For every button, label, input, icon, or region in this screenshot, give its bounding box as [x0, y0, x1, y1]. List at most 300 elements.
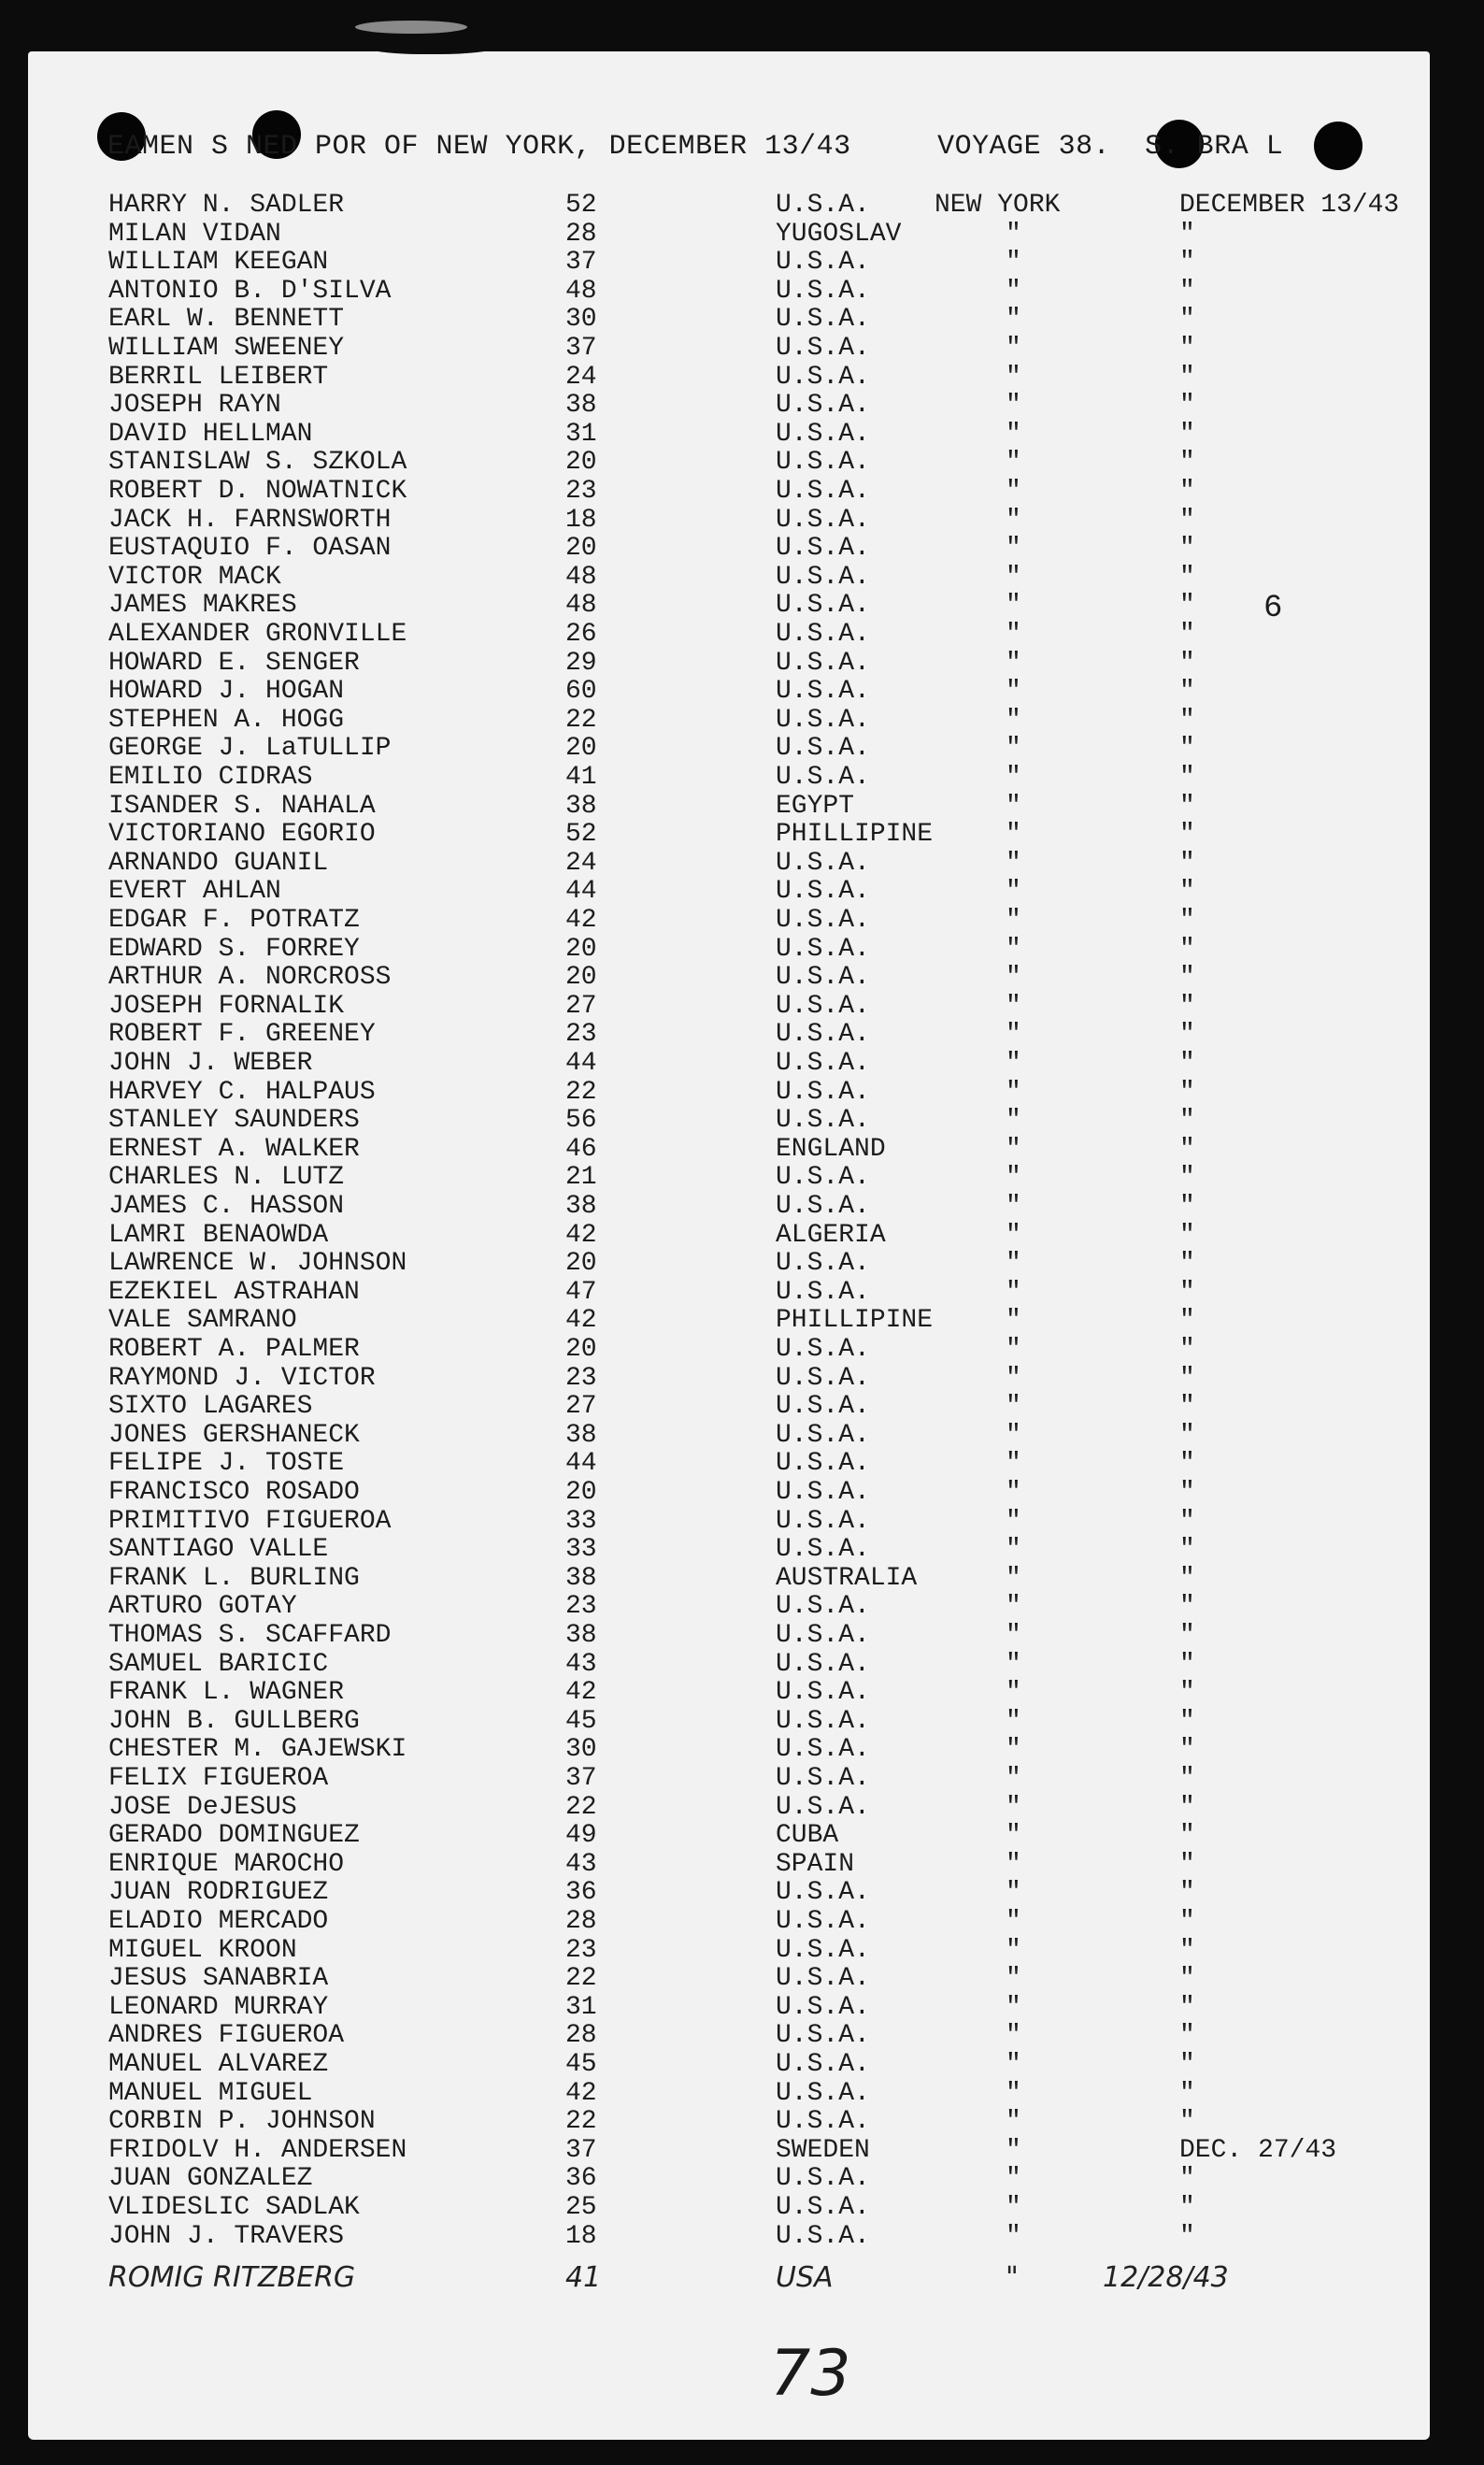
crew-port: ": [1006, 1907, 1021, 1936]
crew-age: 43: [565, 1649, 597, 1679]
crew-age: 20: [565, 1249, 597, 1279]
crew-age: 45: [565, 1706, 597, 1736]
crew-port: ": [1006, 877, 1021, 907]
crew-nationality: U.S.A.: [776, 1706, 870, 1736]
crew-name: WILLIAM SWEENEY: [108, 334, 345, 363]
crew-nationality: U.S.A.: [776, 2221, 870, 2251]
crew-name: THOMAS S. SCAFFARD: [108, 1621, 392, 1650]
crew-date: ": [1179, 1592, 1195, 1622]
crew-age: 36: [565, 1878, 597, 1908]
crew-age: 20: [565, 534, 597, 564]
crew-date: ": [1179, 448, 1195, 478]
crew-nationality: U.S.A.: [776, 477, 870, 506]
crew-name: JOSEPH FORNALIK: [108, 991, 345, 1021]
crew-nationality: U.S.A.: [776, 848, 870, 878]
crew-port: ": [1006, 1220, 1021, 1250]
crew-age: 20: [565, 734, 597, 764]
crew-date: ": [1179, 1277, 1195, 1307]
handwritten-nationality: USA: [776, 2261, 834, 2295]
crew-nationality: U.S.A.: [776, 1449, 870, 1479]
crew-name: JAMES MAKRES: [108, 591, 297, 621]
crew-date: ": [1179, 1907, 1195, 1936]
crew-name: FRANK L. WAGNER: [108, 1678, 345, 1708]
crew-nationality: U.S.A.: [776, 334, 870, 363]
crew-port: ": [1006, 934, 1021, 964]
crew-port: ": [1006, 305, 1021, 335]
crew-nationality: U.S.A.: [776, 734, 870, 764]
crew-nationality: U.S.A.: [776, 305, 870, 335]
crew-name: FRANCISCO ROSADO: [108, 1478, 360, 1507]
crew-port: ": [1006, 1849, 1021, 1879]
crew-date: ": [1179, 1535, 1195, 1565]
crew-name: ANTONIO B. D'SILVA: [108, 276, 392, 306]
crew-name: JOHN J. TRAVERS: [108, 2221, 345, 2251]
crew-name: JACK H. FARNSWORTH: [108, 505, 392, 535]
crew-nationality: U.S.A.: [776, 562, 870, 592]
crew-date: ": [1179, 791, 1195, 821]
crew-age: 42: [565, 1678, 597, 1708]
crew-date: ": [1179, 2107, 1195, 2137]
crew-name: JOSE DeJESUS: [108, 1792, 297, 1822]
crew-date: ": [1179, 1621, 1195, 1650]
crew-port: ": [1006, 1077, 1021, 1107]
crew-date: ": [1179, 1478, 1195, 1507]
crew-nationality: YUGOSLAV: [776, 219, 902, 249]
crew-nationality: U.S.A.: [776, 1392, 870, 1422]
crew-name: JONES GERSHANECK: [108, 1420, 360, 1450]
crew-port: ": [1006, 1535, 1021, 1565]
crew-nationality: U.S.A.: [776, 1077, 870, 1107]
crew-date: ": [1179, 1735, 1195, 1765]
crew-age: 20: [565, 934, 597, 964]
crew-date: ": [1179, 1220, 1195, 1250]
crew-port: ": [1006, 591, 1021, 621]
crew-port: ": [1006, 1277, 1021, 1307]
crew-age: 37: [565, 2135, 597, 2165]
crew-name: STANISLAW S. SZKOLA: [108, 448, 407, 478]
crew-age: 25: [565, 2193, 597, 2222]
crew-port: ": [1006, 705, 1021, 735]
crew-age: 33: [565, 1506, 597, 1536]
punch-hole-right-b: [1314, 122, 1363, 170]
crew-age: 45: [565, 2050, 597, 2079]
crew-nationality: U.S.A.: [776, 877, 870, 907]
handwritten-port: ": [1006, 2261, 1019, 2295]
crew-name: VALE SAMRANO: [108, 1306, 297, 1336]
crew-age: 42: [565, 906, 597, 935]
crew-nationality: U.S.A.: [776, 1935, 870, 1965]
crew-nationality: U.S.A.: [776, 2164, 870, 2194]
crew-name: ARTHUR A. NORCROSS: [108, 963, 392, 993]
crew-name: BERRIL LEIBERT: [108, 362, 329, 392]
crew-age: 37: [565, 334, 597, 363]
crew-port: ": [1006, 562, 1021, 592]
crew-nationality: U.S.A.: [776, 391, 870, 421]
crew-age: 56: [565, 1106, 597, 1136]
crew-port: ": [1006, 1106, 1021, 1136]
crew-date: ": [1179, 1449, 1195, 1479]
crew-age: 23: [565, 1935, 597, 1965]
crew-name: FRIDOLV H. ANDERSEN: [108, 2135, 407, 2165]
crew-nationality: U.S.A.: [776, 1535, 870, 1565]
crew-nationality: U.S.A.: [776, 705, 870, 735]
crew-age: 23: [565, 1363, 597, 1393]
crew-age: 38: [565, 791, 597, 821]
crew-port: ": [1006, 1392, 1021, 1422]
crew-name: ROBERT A. PALMER: [108, 1335, 360, 1364]
crew-nationality: U.S.A.: [776, 191, 870, 220]
handwritten-date: 12/28/43: [1103, 2261, 1229, 2295]
crew-nationality: U.S.A.: [776, 620, 870, 649]
crew-nationality: U.S.A.: [776, 1420, 870, 1450]
crew-port: ": [1006, 1964, 1021, 1994]
crew-name: JOSEPH RAYN: [108, 391, 281, 421]
crew-age: 18: [565, 2221, 597, 2251]
crew-date: ": [1179, 620, 1195, 649]
crew-port: ": [1006, 1449, 1021, 1479]
crew-nationality: U.S.A.: [776, 1106, 870, 1136]
crew-name: FRANK L. BURLING: [108, 1563, 360, 1593]
crew-age: 37: [565, 248, 597, 278]
crew-nationality: PHILLIPINE: [776, 1306, 934, 1336]
crew-age: 23: [565, 477, 597, 506]
crew-name: PRIMITIVO FIGUEROA: [108, 1506, 392, 1536]
crew-name: JUAN GONZALEZ: [108, 2164, 313, 2194]
crew-date: ": [1179, 219, 1195, 249]
crew-name: ROBERT D. NOWATNICK: [108, 477, 407, 506]
crew-port: ": [1006, 2078, 1021, 2108]
crew-age: 21: [565, 1163, 597, 1193]
crew-age: 48: [565, 591, 597, 621]
crew-name: CORBIN P. JOHNSON: [108, 2107, 376, 2137]
crew-name: MANUEL MIGUEL: [108, 2078, 313, 2108]
crew-nationality: ALGERIA: [776, 1220, 886, 1250]
crew-age: 42: [565, 1306, 597, 1336]
crew-age: 52: [565, 820, 597, 850]
crew-date: ": [1179, 677, 1195, 707]
crew-name: LAWRENCE W. JOHNSON: [108, 1249, 407, 1279]
crew-nationality: U.S.A.: [776, 276, 870, 306]
crew-name: ARNANDO GUANIL: [108, 848, 329, 878]
crew-port: ": [1006, 362, 1021, 392]
crew-age: 36: [565, 2164, 597, 2194]
crew-nationality: U.S.A.: [776, 1964, 870, 1994]
crew-age: 47: [565, 1277, 597, 1307]
crew-nationality: CUBA: [776, 1821, 839, 1851]
crew-name: GERADO DOMINGUEZ: [108, 1821, 360, 1851]
crew-age: 49: [565, 1821, 597, 1851]
crew-date: ": [1179, 334, 1195, 363]
crew-age: 38: [565, 1420, 597, 1450]
crew-date: ": [1179, 1106, 1195, 1136]
crew-date: ": [1179, 1163, 1195, 1193]
crew-date: ": [1179, 276, 1195, 306]
crew-age: 52: [565, 191, 597, 220]
crew-date: ": [1179, 1192, 1195, 1221]
crew-port: ": [1006, 2107, 1021, 2137]
crew-port: ": [1006, 1706, 1021, 1736]
crew-date: ": [1179, 591, 1195, 621]
crew-date: ": [1179, 1849, 1195, 1879]
crew-port: ": [1006, 763, 1021, 792]
crew-age: 24: [565, 848, 597, 878]
crew-port: ": [1006, 276, 1021, 306]
crew-port: ": [1006, 1621, 1021, 1650]
crew-age: 42: [565, 2078, 597, 2108]
crew-age: 33: [565, 1535, 597, 1565]
crew-age: 31: [565, 1992, 597, 2022]
crew-nationality: SWEDEN: [776, 2135, 870, 2165]
crew-age: 38: [565, 1621, 597, 1650]
crew-name: JUAN RODRIGUEZ: [108, 1878, 329, 1908]
crew-name: EDWARD S. FORREY: [108, 934, 360, 964]
crew-port: ": [1006, 2135, 1021, 2165]
crew-age: 27: [565, 991, 597, 1021]
crew-nationality: U.S.A.: [776, 1907, 870, 1936]
crew-port: ": [1006, 1935, 1021, 1965]
crew-port: ": [1006, 219, 1021, 249]
crew-port: ": [1006, 1649, 1021, 1679]
crew-date: ": [1179, 1134, 1195, 1164]
crew-age: 38: [565, 1563, 597, 1593]
crew-nationality: U.S.A.: [776, 1478, 870, 1507]
crew-name: FELIX FIGUEROA: [108, 1764, 329, 1793]
crew-name: VLIDESLIC SADLAK: [108, 2193, 360, 2222]
crew-nationality: U.S.A.: [776, 1506, 870, 1536]
crew-date: ": [1179, 1420, 1195, 1450]
crew-name: EARL W. BENNETT: [108, 305, 345, 335]
crew-name: EZEKIEL ASTRAHAN: [108, 1277, 360, 1307]
crew-date: ": [1179, 820, 1195, 850]
crew-age: 28: [565, 2021, 597, 2051]
crew-date: ": [1179, 1506, 1195, 1536]
handwritten-name: ROMIG RITZBERG: [108, 2261, 356, 2295]
crew-nationality: AUSTRALIA: [776, 1563, 918, 1593]
crew-age: 22: [565, 705, 597, 735]
crew-name: LEONARD MURRAY: [108, 1992, 329, 2022]
crew-nationality: U.S.A.: [776, 505, 870, 535]
crew-name: EMILIO CIDRAS: [108, 763, 313, 792]
crew-date: ": [1179, 763, 1195, 792]
crew-name: STANLEY SAUNDERS: [108, 1106, 360, 1136]
crew-nationality: U.S.A.: [776, 1020, 870, 1050]
crew-nationality: U.S.A.: [776, 1192, 870, 1221]
crew-nationality: U.S.A.: [776, 1992, 870, 2022]
crew-nationality: U.S.A.: [776, 1764, 870, 1793]
crew-port: ": [1006, 848, 1021, 878]
crew-port: ": [1006, 1335, 1021, 1364]
crew-date: ": [1179, 1077, 1195, 1107]
crew-port: ": [1006, 1592, 1021, 1622]
crew-date: ": [1179, 419, 1195, 449]
crew-port: ": [1006, 963, 1021, 993]
crew-age: 20: [565, 1335, 597, 1364]
crew-age: 23: [565, 1592, 597, 1622]
crew-name: GEORGE J. LaTULLIP: [108, 734, 392, 764]
crew-port: ": [1006, 791, 1021, 821]
crew-port: ": [1006, 1735, 1021, 1765]
crew-age: 30: [565, 1735, 597, 1765]
handwritten-age: 41: [565, 2261, 602, 2295]
crew-port: ": [1006, 1821, 1021, 1851]
crew-age: 46: [565, 1134, 597, 1164]
crew-date: ": [1179, 734, 1195, 764]
crew-name: SIXTO LAGARES: [108, 1392, 313, 1422]
crew-age: 43: [565, 1849, 597, 1879]
crew-age: 44: [565, 877, 597, 907]
crew-nationality: U.S.A.: [776, 1621, 870, 1650]
crew-nationality: U.S.A.: [776, 534, 870, 564]
crew-name: VICTOR MACK: [108, 562, 281, 592]
crew-port: ": [1006, 334, 1021, 363]
crew-name: JAMES C. HASSON: [108, 1192, 345, 1221]
crew-port: ": [1006, 419, 1021, 449]
crew-age: 44: [565, 1449, 597, 1479]
crew-date: ": [1179, 2193, 1195, 2222]
crew-date: ": [1179, 1335, 1195, 1364]
crew-nationality: U.S.A.: [776, 1049, 870, 1078]
crew-port: ": [1006, 1678, 1021, 1708]
crew-name: LAMRI BENAOWDA: [108, 1220, 329, 1250]
crew-age: 24: [565, 362, 597, 392]
crew-age: 48: [565, 562, 597, 592]
crew-age: 28: [565, 1907, 597, 1936]
crew-date: ": [1179, 391, 1195, 421]
crew-port: ": [1006, 991, 1021, 1021]
crew-nationality: U.S.A.: [776, 934, 870, 964]
crew-port: ": [1006, 2193, 1021, 2222]
crew-date: DEC. 27/43: [1179, 2135, 1337, 2165]
crew-name: DAVID HELLMAN: [108, 419, 313, 449]
crew-name: ISANDER S. NAHALA: [108, 791, 376, 821]
crew-name: ANDRES FIGUEROA: [108, 2021, 345, 2051]
crew-date: ": [1179, 1764, 1195, 1793]
crew-port: ": [1006, 734, 1021, 764]
crew-date: ": [1179, 1392, 1195, 1422]
crew-nationality: U.S.A.: [776, 1335, 870, 1364]
crew-date: ": [1179, 877, 1195, 907]
crew-port: ": [1006, 1020, 1021, 1050]
crew-name: ELADIO MERCADO: [108, 1907, 329, 1936]
crew-date: ": [1179, 906, 1195, 935]
crew-name: FELIPE J. TOSTE: [108, 1449, 345, 1479]
crew-name: HOWARD E. SENGER: [108, 648, 360, 678]
crew-nationality: U.S.A.: [776, 448, 870, 478]
crew-age: 20: [565, 1478, 597, 1507]
crew-nationality: U.S.A.: [776, 2078, 870, 2108]
crew-nationality: U.S.A.: [776, 1649, 870, 1679]
crew-nationality: U.S.A.: [776, 2193, 870, 2222]
crew-nationality: U.S.A.: [776, 1878, 870, 1908]
crew-nationality: U.S.A.: [776, 248, 870, 278]
crew-port: ": [1006, 477, 1021, 506]
crew-date: ": [1179, 2221, 1195, 2251]
crew-age: 28: [565, 219, 597, 249]
crew-date: ": [1179, 1249, 1195, 1279]
crew-name: ROBERT F. GREENEY: [108, 1020, 376, 1050]
crew-age: 29: [565, 648, 597, 678]
crew-nationality: U.S.A.: [776, 419, 870, 449]
crew-nationality: U.S.A.: [776, 991, 870, 1021]
crew-nationality: U.S.A.: [776, 2050, 870, 2079]
crew-name: ERNEST A. WALKER: [108, 1134, 360, 1164]
crew-name: RAYMOND J. VICTOR: [108, 1363, 376, 1393]
crew-nationality: PHILLIPINE: [776, 820, 934, 850]
crew-name: HARVEY C. HALPAUS: [108, 1077, 376, 1107]
crew-age: 37: [565, 1764, 597, 1793]
crew-nationality: EGYPT: [776, 791, 855, 821]
crew-nationality: U.S.A.: [776, 1277, 870, 1307]
crew-name: HOWARD J. HOGAN: [108, 677, 345, 707]
crew-nationality: U.S.A.: [776, 591, 870, 621]
crew-port: ": [1006, 1163, 1021, 1193]
crew-nationality: U.S.A.: [776, 906, 870, 935]
crew-age: 41: [565, 763, 597, 792]
crew-age: 38: [565, 1192, 597, 1221]
crew-port: ": [1006, 1563, 1021, 1593]
crew-age: 60: [565, 677, 597, 707]
crew-nationality: U.S.A.: [776, 1792, 870, 1822]
crew-date: ": [1179, 477, 1195, 506]
crew-date: ": [1179, 705, 1195, 735]
crew-date: ": [1179, 2164, 1195, 2194]
crew-port: ": [1006, 1306, 1021, 1336]
crew-date: ": [1179, 1649, 1195, 1679]
crew-age: 38: [565, 391, 597, 421]
crew-name: ENRIQUE MAROCHO: [108, 1849, 345, 1879]
crew-nationality: ENGLAND: [776, 1134, 886, 1164]
crew-nationality: U.S.A.: [776, 677, 870, 707]
crew-name: HARRY N. SADLER: [108, 191, 345, 220]
crew-date: ": [1179, 562, 1195, 592]
crew-date: ": [1179, 248, 1195, 278]
document-header: EAMEN S NED POR OF NEW YORK, DECEMBER 13/43 VOYAGE 38. S. BRA L: [107, 131, 1284, 163]
crew-nationality: U.S.A.: [776, 2021, 870, 2051]
crew-date: ": [1179, 1992, 1195, 2022]
crew-date: ": [1179, 362, 1195, 392]
crew-age: 18: [565, 505, 597, 535]
crew-date: ": [1179, 1964, 1195, 1994]
crew-nationality: U.S.A.: [776, 963, 870, 993]
crew-port: ": [1006, 2221, 1021, 2251]
crew-port: ": [1006, 248, 1021, 278]
crew-nationality: U.S.A.: [776, 648, 870, 678]
crew-name: JESUS SANABRIA: [108, 1964, 329, 1994]
crew-date: ": [1179, 2021, 1195, 2051]
crew-name: EUSTAQUIO F. OASAN: [108, 534, 392, 564]
crew-age: 22: [565, 1792, 597, 1822]
crew-nationality: U.S.A.: [776, 1249, 870, 1279]
crew-nationality: U.S.A.: [776, 362, 870, 392]
crew-port: ": [1006, 1134, 1021, 1164]
crew-date: ": [1179, 2078, 1195, 2108]
crew-port: ": [1006, 1049, 1021, 1078]
crew-date: ": [1179, 1792, 1195, 1822]
crew-port: ": [1006, 1878, 1021, 1908]
crew-date: ": [1179, 1049, 1195, 1078]
crew-port: ": [1006, 2164, 1021, 2194]
crew-age: 31: [565, 419, 597, 449]
crew-age: 42: [565, 1220, 597, 1250]
crew-date: ": [1179, 991, 1195, 1021]
crew-port: ": [1006, 1192, 1021, 1221]
crew-port: ": [1006, 1363, 1021, 1393]
crew-date: ": [1179, 1020, 1195, 1050]
crew-date: ": [1179, 505, 1195, 535]
crew-port: ": [1006, 2050, 1021, 2079]
crew-date: ": [1179, 1706, 1195, 1736]
crew-age: 22: [565, 1077, 597, 1107]
